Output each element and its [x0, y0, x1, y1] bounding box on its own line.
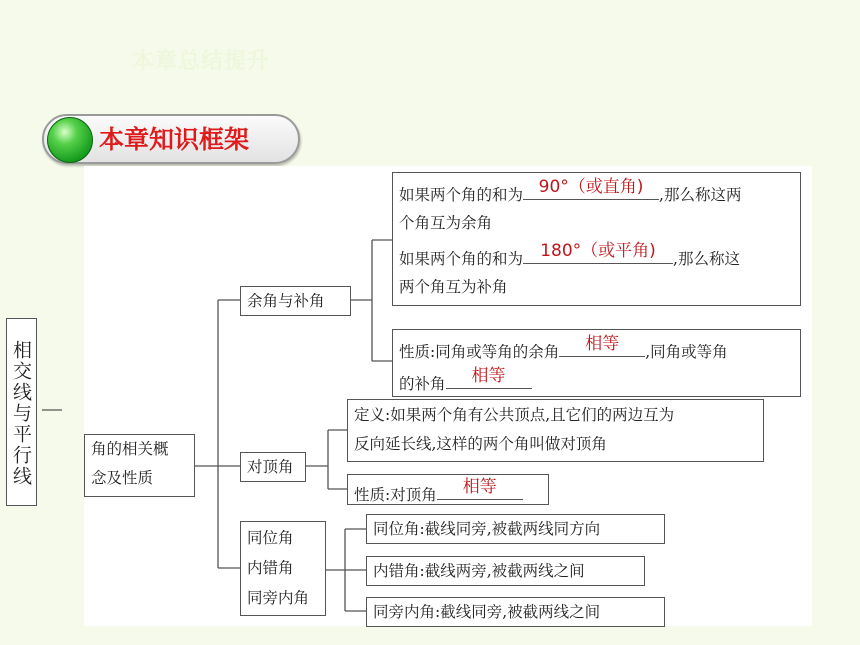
prop-blank1: [559, 332, 645, 357]
angle-concepts-line1: 角的相关概: [91, 440, 169, 458]
vertical-angles-box: [240, 452, 306, 482]
angle-concepts-line2: 念及性质: [91, 469, 154, 487]
def1-line2: 个角互为余角: [399, 214, 493, 232]
corresponding-angle-label: 同位角: [247, 529, 294, 547]
corresponding-angle-text: 同位角:截线同旁,被截两线同方向: [373, 520, 601, 538]
complementary-supplementary-box: [240, 286, 351, 316]
prop-line1: 性质:同角或等角的余角 相等 ,同角或等角: [399, 334, 728, 361]
same-side-interior-angle-label: 同旁内角: [247, 589, 310, 607]
def1-answer: 90°（或直角): [538, 177, 644, 197]
prop-answer1: 相等: [585, 334, 620, 354]
def1-blank: [523, 175, 659, 200]
def2-line2: 两个角互为补角: [399, 278, 508, 296]
complementary-definition-box: [392, 172, 801, 306]
alternate-interior-angle-label: 内错角: [247, 559, 294, 577]
def2-line: 如果两个角的和为 180°（或平角) ,那么称这: [399, 241, 740, 268]
prop-blank2: [446, 364, 532, 389]
corresponding-angle-box: [366, 514, 665, 544]
vertical-def-line2: 反向延长线,这样的两个角叫做对顶角: [354, 435, 607, 453]
vertical-property-box: 性质:对顶角 相等: [347, 474, 549, 505]
prop-answer2: 相等: [471, 366, 506, 386]
def1-line: 如果两个角的和为 90°（或直角) ,那么称这两: [399, 177, 742, 204]
angle-types-box: [240, 521, 326, 616]
vertical-definition-box: [347, 399, 764, 462]
angle-concepts-box: [84, 434, 195, 497]
vertical-angles-label: 对顶角: [247, 458, 294, 476]
alternate-interior-angle-text: 内错角:截线两旁,被截两线之间: [373, 562, 585, 580]
prop-line2: 的补角 相等: [399, 364, 800, 396]
same-side-interior-angle-box: [366, 597, 665, 627]
def2-blank: [523, 239, 673, 264]
faint-chapter-title: 本章总结提升: [132, 49, 271, 74]
section-badge-label: 本章知识框架: [99, 125, 250, 154]
def2-answer: 180°（或平角): [540, 241, 656, 261]
root-topic-box: 相交线与平行线: [6, 318, 37, 506]
vertical-prop-answer: 相等: [462, 477, 497, 497]
vertical-prop-blank: [437, 475, 523, 500]
same-side-interior-angle-text: 同旁内角:截线同旁,被截两线之间: [373, 603, 601, 621]
complementary-supplementary-label: 余角与补角: [247, 292, 325, 310]
vertical-def-line1: 定义:如果两个角有公共顶点,且它们的两边互为: [354, 406, 675, 424]
complementary-property-box: [392, 329, 801, 397]
alternate-interior-angle-box: [366, 556, 645, 586]
